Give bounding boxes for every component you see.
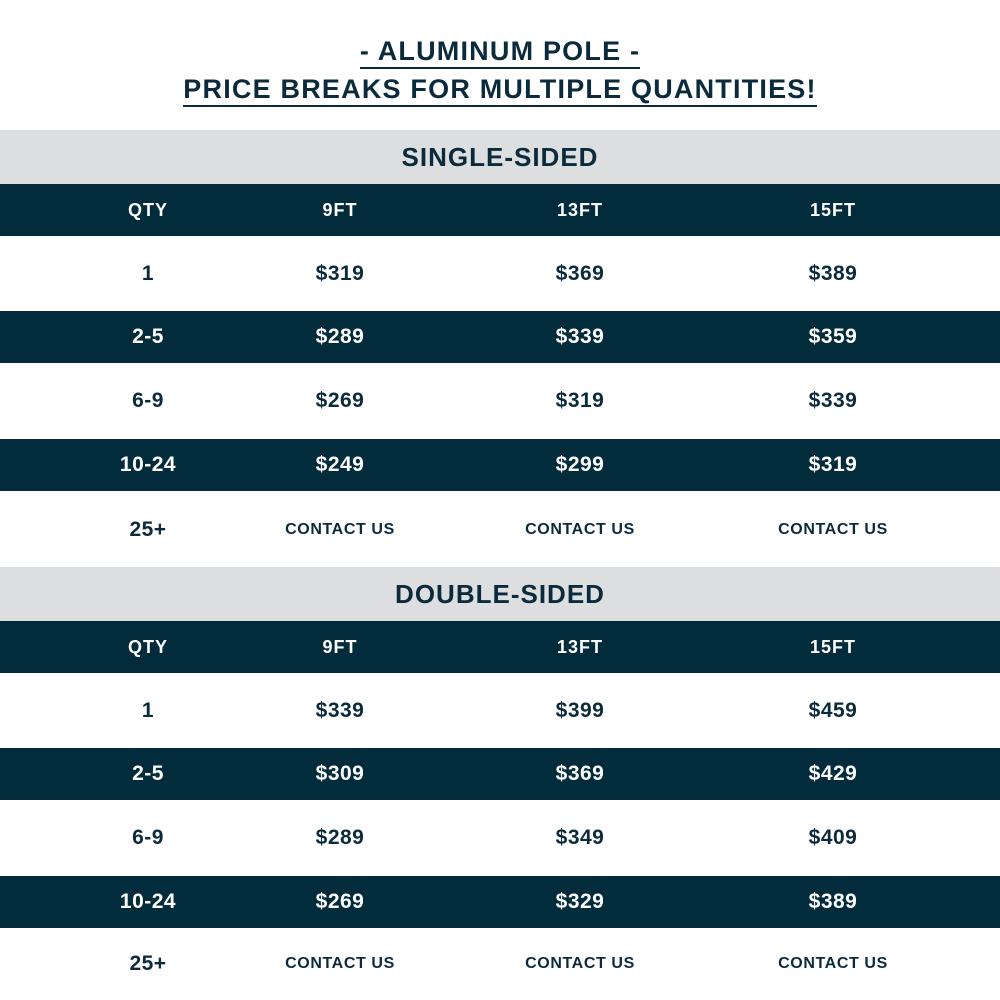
price-cell: $289 [315,325,365,348]
price-cell: $339 [808,389,858,412]
price-cell: $349 [555,826,605,849]
column-header-9ft: 9FT [322,199,358,220]
contact-us-cell: CONTACT US [285,521,395,538]
price-cell: $369 [555,762,605,785]
price-cell: $249 [315,453,365,476]
qty-cell: 6-9 [132,826,164,849]
section-header-double-sided: DOUBLE-SIDED [0,567,1000,621]
price-cell: $269 [315,890,365,913]
qty-cell: 10-24 [119,890,177,913]
column-header-qty: QTY [127,199,168,220]
table-row [0,800,1000,876]
price-cell: $339 [555,325,605,348]
table-row [0,363,1000,439]
price-cell: $399 [555,699,605,722]
table-row [0,928,1000,1000]
section-header-single-sided: SINGLE-SIDED [0,130,1000,184]
price-cell: $299 [555,453,605,476]
price-cell: $309 [315,762,365,785]
column-header-15ft: 15FT [809,636,856,657]
qty-cell: 25+ [129,952,167,975]
table-row [0,673,1000,749]
column-header-row [0,184,1000,236]
table-row [0,439,1000,491]
qty-cell: 6-9 [132,389,164,412]
column-header-13ft: 13FT [556,636,603,657]
qty-cell: 1 [141,262,155,285]
qty-cell: 1 [141,699,155,722]
table-row [0,748,1000,800]
table-row [0,311,1000,363]
contact-us-cell: CONTACT US [778,521,888,538]
column-header-9ft: 9FT [322,636,358,657]
price-cell: $389 [808,262,858,285]
price-cell: $319 [555,389,605,412]
price-cell: $339 [315,699,365,722]
table-row [0,236,1000,312]
price-cell: $359 [808,325,858,348]
table-row [0,492,1000,568]
price-cell: $289 [315,826,365,849]
title-line-2 [0,74,1000,105]
price-cell: $459 [808,699,858,722]
column-header-row [0,621,1000,673]
price-cell: $369 [555,262,605,285]
price-cell: $409 [808,826,858,849]
price-cell: $319 [808,453,858,476]
table-row [0,876,1000,928]
price-cell: $269 [315,389,365,412]
contact-us-cell: CONTACT US [525,955,635,972]
price-cell: $429 [808,762,858,785]
title-line-1-text: - ALUMINUM POLE - [360,36,640,69]
contact-us-cell: CONTACT US [778,955,888,972]
title-line-1 [0,36,1000,67]
column-header-qty: QTY [127,636,168,657]
contact-us-cell: CONTACT US [525,521,635,538]
column-header-15ft: 15FT [809,199,856,220]
title-line-2-text: PRICE BREAKS FOR MULTIPLE QUANTITIES! [183,74,816,107]
column-header-13ft: 13FT [556,199,603,220]
contact-us-cell: CONTACT US [285,955,395,972]
price-cell: $319 [315,262,365,285]
qty-cell: 2-5 [132,762,164,785]
qty-cell: 10-24 [119,453,177,476]
price-cell: $329 [555,890,605,913]
title-block [0,0,1000,130]
qty-cell: 2-5 [132,325,164,348]
qty-cell: 25+ [129,518,167,541]
price-cell: $389 [808,890,858,913]
